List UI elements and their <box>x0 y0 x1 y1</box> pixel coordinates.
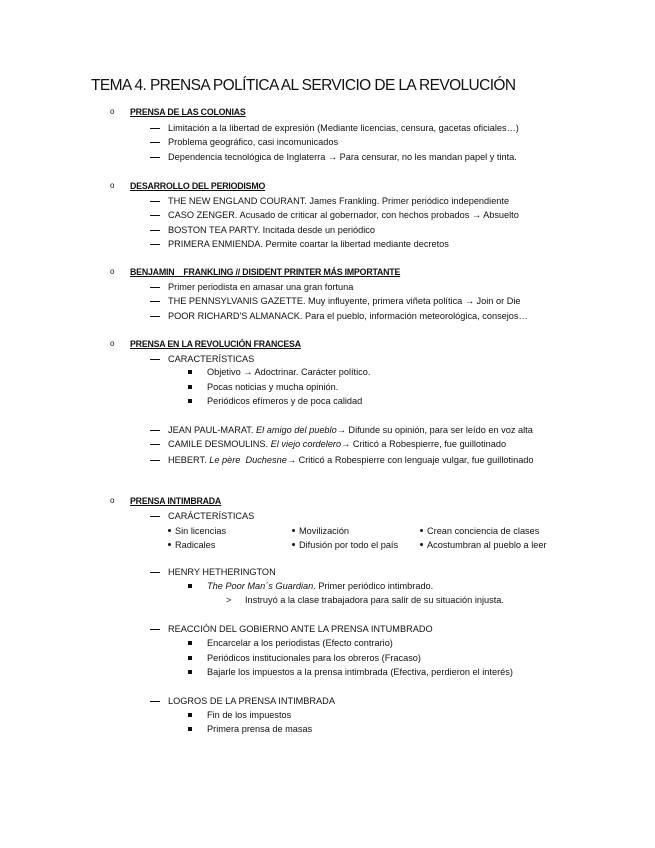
list-item: Bajarle los impuestos a la prensa intimbrada (Efectiva, perdieron el interés) <box>207 667 513 677</box>
list-item: Limitación a la libertad de expresión (Mediante licencias, censura, gacetas oficiales…) <box>168 123 519 133</box>
person-detail: → Criticó a Robespierre, fue guillotinado <box>341 439 507 449</box>
dash <box>150 215 160 216</box>
grid-cell <box>168 525 226 537</box>
list-item-desmoulins <box>168 438 506 450</box>
section-heading-periodismo: DESARROLLO DEL PERIODISMO <box>130 181 266 191</box>
list-item-marat <box>168 424 533 436</box>
list-item: Fin de los impuestos <box>207 710 292 720</box>
grid-cell <box>420 539 547 551</box>
sublist-label: CARÁCTERÍSTICAS <box>168 511 255 521</box>
square-bullet <box>188 656 192 660</box>
dash <box>150 201 160 202</box>
person-name: HEBERT. <box>168 455 207 465</box>
sublist-label: CARACTERÍSTICAS <box>168 354 255 364</box>
newspaper-title: The Poor Man´s Guardian <box>207 581 314 591</box>
section-heading-francesa: PRENSA EN LA REVOLUCIÓN FRANCESA <box>130 339 301 349</box>
dot-bullet <box>292 529 295 532</box>
grid-text: Acostumbran al pueblo a leer <box>427 540 547 550</box>
list-item: PRIMERA ENMIENDA. Permite coartar la libertad mediante decretos <box>168 239 449 249</box>
section-heading-frankling: BENJAMIN FRANKLING // DISIDENT PRINTER MÁS IMPORTANTE <box>130 267 401 277</box>
list-item: Periódicos efímeros y de poca calidad <box>207 396 363 406</box>
sublist-label: HENRY HETHERINGTON <box>168 567 276 577</box>
grid-text: Movilización <box>299 526 350 536</box>
guardian-detail: . Primer periódico intimbrado. <box>313 581 434 591</box>
square-bullet <box>188 370 192 374</box>
bullet-o: o <box>110 267 115 276</box>
dash <box>150 629 160 630</box>
square-bullet <box>188 399 192 403</box>
list-item-hebert <box>168 454 534 466</box>
section-heading-colonias: PRENSA DE LAS COLONIAS <box>130 107 246 117</box>
sublist-label: REACCIÓN DEL GOBIERNO ANTE LA PRENSA INTUMBRADO <box>168 624 433 634</box>
list-item: BOSTON TEA PARTY. Incitada desde un periódico <box>168 225 376 235</box>
dot-bullet <box>168 529 171 532</box>
list-item: Instruyó a la clase trabajadora para salir de su situación injusta. <box>245 595 504 605</box>
newspaper-title: El viejo cordelero <box>270 439 342 449</box>
newspaper-title: Le père Duchesne <box>209 455 287 465</box>
list-item: Pocas noticias y mucha opinión. <box>207 382 339 392</box>
grid-cell <box>168 539 215 551</box>
list-item: Primera prensa de masas <box>207 724 313 734</box>
dash <box>150 128 160 129</box>
dash <box>150 301 160 302</box>
newspaper-title: El amigo del pueblo <box>255 425 337 435</box>
square-bullet <box>188 727 192 731</box>
dot-bullet <box>420 529 423 532</box>
list-item: Dependencia tecnológica de Inglaterra → Para censurar, no les mandan papel y tinta. <box>168 152 517 162</box>
dash <box>150 516 160 517</box>
dash <box>150 244 160 245</box>
person-detail: → Criticó a Robespierre con lenguaje vulgar, fue guillotinado <box>286 455 534 465</box>
list-item: Primer periodista en amasar una gran fortuna <box>168 282 354 292</box>
list-item: THE NEW ENGLAND COURANT. James Frankling. Primer periódico independiente <box>168 196 510 206</box>
list-item: Problema geográfico, casi incomunicados <box>168 137 339 147</box>
list-item: Periódicos institucionales para los obreros (Fracaso) <box>207 653 421 663</box>
list-item: POOR RICHARD'S ALMANACK. Para el pueblo, información meteorológica, consejos… <box>168 311 528 321</box>
dash <box>150 444 160 445</box>
grid-cell <box>420 525 539 537</box>
dot-bullet <box>292 543 295 546</box>
sublist-label: LOGROS DE LA PRENSA INTIMBRADA <box>168 696 335 706</box>
square-bullet <box>188 670 192 674</box>
grid-text: Sin licencias <box>175 526 227 536</box>
list-item: CASO ZENGER. Acusado de criticar al gobernador, con hechos probados → Absuelto <box>168 210 519 220</box>
square-bullet <box>188 385 192 389</box>
grid-text: Radicales <box>175 540 216 550</box>
dash <box>150 287 160 288</box>
square-bullet <box>188 713 192 717</box>
square-bullet <box>188 584 192 588</box>
dash <box>150 572 160 573</box>
grid-cell <box>292 525 349 537</box>
arrow-bullet: > <box>226 595 232 605</box>
grid-cell <box>292 539 398 551</box>
dash <box>150 460 160 461</box>
list-item: THE PENNSYLVANIS GAZETTE. Muy influyente, primera viñeta política → Join or Die <box>168 296 521 306</box>
dot-bullet <box>168 543 171 546</box>
page-title: TEMA 4. PRENSA POLÍTICA AL SERVICIO DE LA REVOLUCIÓN <box>91 77 516 94</box>
grid-text: Crean conciencia de clases <box>427 526 540 536</box>
dash <box>150 230 160 231</box>
person-detail: → Difunde su opinión, para ser leído en voz alta <box>336 425 533 435</box>
bullet-o: o <box>110 496 115 505</box>
dot-bullet <box>420 543 423 546</box>
bullet-o: o <box>110 107 115 116</box>
dash <box>150 701 160 702</box>
square-bullet <box>188 641 192 645</box>
person-name: CAMILE DESMOULINS. <box>168 439 269 449</box>
list-item: Encarcelar a los periodistas (Efecto contrario) <box>207 638 393 648</box>
dash <box>150 142 160 143</box>
section-heading-intimbrada: PRENSA INTIMBRADA <box>130 496 222 506</box>
person-name: JEAN PAUL-MARAT. <box>168 425 254 435</box>
dash <box>150 359 160 360</box>
bullet-o: o <box>110 181 115 190</box>
dash <box>150 316 160 317</box>
list-item-guardian <box>207 580 433 592</box>
dash <box>150 157 160 158</box>
grid-text: Difusión por todo el país <box>299 540 399 550</box>
dash <box>150 430 160 431</box>
bullet-o: o <box>110 339 115 348</box>
list-item: Objetivo → Adoctrinar. Carácter político. <box>207 367 371 377</box>
